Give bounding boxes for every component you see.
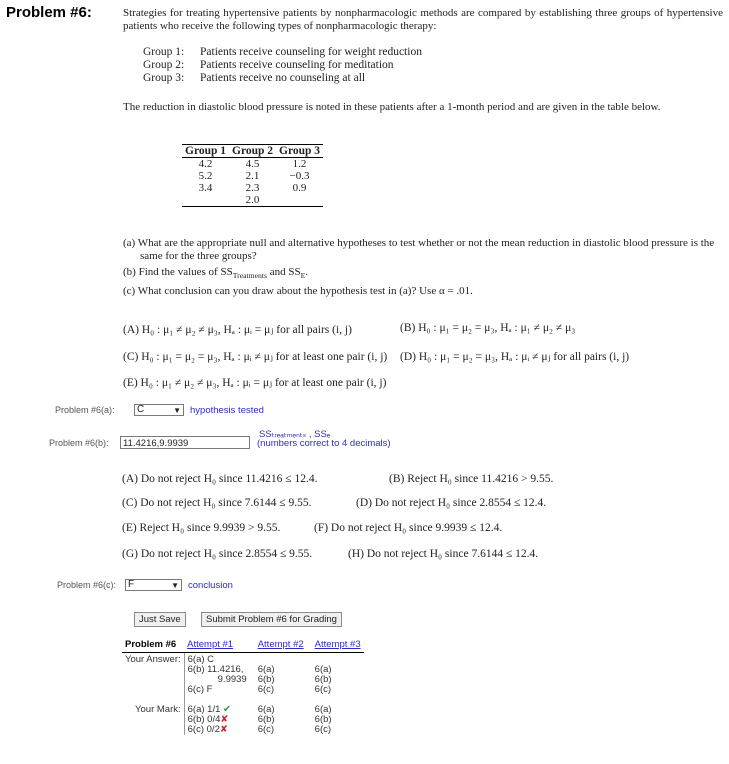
your-answer-label: Your Answer: <box>125 654 181 665</box>
conclusion-select[interactable] <box>125 579 182 591</box>
attempt-1-marks <box>184 695 250 735</box>
conclusion-option-b: (B) Reject H₀ since 11.4216 > 9.55. <box>389 473 554 485</box>
chevron-down-icon: ▼ <box>171 581 179 590</box>
mark-line: 6(a) <box>257 704 275 715</box>
attempt-3-link[interactable]: Attempt #3 <box>314 639 361 650</box>
attempt-2-link[interactable]: Attempt #2 <box>257 639 304 650</box>
problem-intro: Strategies for treating hypertensive patients by nonpharmacologic methods are compared by establishing three groups of hypertensive patients who receive the following types of nonpharmacologic therapy: <box>123 7 723 32</box>
mark-text: 6(a) 1/1 <box>187 704 221 715</box>
answer-c-label: Problem #6(c): <box>57 580 117 590</box>
conclusion-option-h: (H) Do not reject H₀ since 7.6144 ≤ 12.4. <box>348 548 539 560</box>
mark-line: 6(b) <box>314 714 332 725</box>
answer-line: 6(b) <box>314 674 332 685</box>
group-name: Group 3: <box>143 72 185 84</box>
question-b <box>123 266 725 282</box>
hypothesis-option-e: (E) H₀ : μ₁ ≠ μ₂ ≠ μ₃, Hₐ : μᵢ = μⱼ for at least one pair (i, j) <box>123 377 387 389</box>
question-a: (a) What are the appropriate null and alternative hypotheses to test whether or not the mean reduction in diastolic blood pressure is the same for the three groups? <box>123 237 715 262</box>
ss-hint-precision: (numbers correct to 4 decimals) <box>257 438 391 449</box>
ss-values-input[interactable]: 11.4216,9.9939 <box>120 436 250 449</box>
group-name: Group 2: <box>143 59 185 71</box>
answer-b-label: Problem #6(b): <box>49 438 109 448</box>
question-c: (c) What conclusion can you draw about the hypothesis test in (a)? Use α = .01. <box>123 285 473 298</box>
answer-line: 6(b) <box>257 674 275 685</box>
question-b-sub2: E <box>300 271 306 281</box>
mark-line: 6(c) <box>257 724 275 735</box>
mark-line <box>188 725 247 735</box>
hypothesis-option-b: (B) H₀ : μ₁ = μ₂ = μ₃, Hₐ : μ₁ ≠ μ₂ ≠ μ₃ <box>400 322 576 334</box>
table-cell: 4.5 <box>245 158 260 170</box>
attempt-2-answer <box>250 653 307 696</box>
question-b-sub: Treatments <box>232 271 268 281</box>
chevron-down-icon: ▼ <box>173 406 181 415</box>
conclusion-select-value: F <box>128 579 135 590</box>
column-header: Group 2 <box>229 145 276 158</box>
question-b-text: (b) Find the values of SS <box>123 266 233 278</box>
conclusion-option-f: (F) Do not reject H₀ since 9.9939 ≤ 12.4. <box>314 522 503 534</box>
attempts-table <box>122 640 364 735</box>
just-save-button[interactable]: Just Save <box>134 612 186 627</box>
conclusion-option-g: (G) Do not reject H₀ since 2.8554 ≤ 9.55. <box>122 548 313 560</box>
conclusion-link[interactable]: conclusion <box>188 580 233 591</box>
attempts-header: Problem #6 <box>122 640 184 653</box>
hypothesis-select[interactable] <box>134 404 184 416</box>
table-row <box>182 194 323 207</box>
table-cell <box>182 194 229 207</box>
problem-title: Problem #6: <box>6 4 92 21</box>
table-row <box>182 170 323 182</box>
answer-line: 6(a) <box>314 664 332 675</box>
ss-hint <box>257 430 391 448</box>
answer-line: 6(c) F <box>187 684 213 695</box>
column-header: Group 1 <box>182 145 229 158</box>
hypothesis-option-c: (C) H₀ : μ₁ = μ₂ = μ₃, Hₐ : μᵢ ≠ μⱼ for at least one pair (i, j) <box>123 351 388 363</box>
group-list <box>143 46 422 85</box>
attempt-2-marks <box>250 695 307 735</box>
your-mark-label: Your Mark: <box>135 704 181 715</box>
attempt-3-answer <box>307 653 364 696</box>
table-row <box>182 182 323 194</box>
table-cell: −0.3 <box>289 170 310 182</box>
group-desc: Patients receive no counseling at all <box>200 72 366 84</box>
mark-line: 6(b) <box>257 714 275 725</box>
attempt-3-marks <box>307 695 364 735</box>
answer-line: 6(b) 11.4216, <box>187 664 244 675</box>
answer-line: 6(c) <box>314 684 332 695</box>
conclusion-option-a: (A) Do not reject H₀ since 11.4216 ≤ 12.4. <box>122 473 318 485</box>
mark-text: 6(b) 0/4 <box>187 714 221 725</box>
x-icon: ✘ <box>220 714 229 725</box>
group-item <box>143 59 422 72</box>
hypothesis-option-d: (D) H₀ : μ₁ = μ₂ = μ₃, Hₐ : μᵢ ≠ μⱼ for all pairs (i, j) <box>400 351 630 363</box>
table-cell: 2.3 <box>245 182 260 194</box>
conclusion-option-c: (C) Do not reject H₀ since 7.6144 ≤ 9.55. <box>122 497 312 509</box>
answer-line: 9.9939 <box>217 674 247 685</box>
conclusion-option-d: (D) Do not reject H₀ since 2.8554 ≤ 12.4. <box>356 497 547 509</box>
ss-hint-symbols: SSₜᵣₑₐₜₘₑₙₜₛ , SSₑ <box>259 429 331 440</box>
table-cell: 4.2 <box>198 158 213 170</box>
reduction-text: The reduction in diastolic blood pressure is noted in these patients after a 1-month period and are given in the table below. <box>123 101 661 113</box>
group-name: Group 1: <box>143 46 185 58</box>
submit-button[interactable]: Submit Problem #6 for Grading <box>201 612 342 627</box>
question-b-post: . <box>305 266 309 278</box>
table-cell: 2.1 <box>245 170 260 182</box>
answer-line: 6(c) <box>257 684 275 695</box>
group-desc: Patients receive counseling for weight reduction <box>200 46 422 58</box>
table-cell: 3.4 <box>198 182 213 194</box>
answer-line: 6(a) C <box>187 654 215 665</box>
hypothesis-tested-link[interactable]: hypothesis tested <box>190 405 264 416</box>
question-b-mid: and SS <box>267 266 301 278</box>
table-cell: 5.2 <box>198 170 213 182</box>
attempt-1-answer <box>184 653 250 696</box>
answer-a-label: Problem #6(a): <box>55 405 115 415</box>
data-table <box>182 144 323 207</box>
group-desc: Patients receive counseling for meditation <box>200 59 394 71</box>
attempt-1-link[interactable]: Attempt #1 <box>187 639 234 650</box>
hypothesis-option-a: (A) H₀ : μ₁ ≠ μ₂ ≠ μ₃, Hₐ : μᵢ = μⱼ for all pairs (i, j) <box>123 324 352 336</box>
column-header: Group 3 <box>276 145 323 158</box>
answer-line: 6(a) <box>257 664 275 675</box>
table-cell <box>276 194 323 207</box>
table-cell: 1.2 <box>292 158 307 170</box>
mark-line: 6(a) <box>314 704 332 715</box>
table-row <box>182 158 323 171</box>
group-item <box>143 72 422 85</box>
table-cell: 2.0 <box>229 194 276 207</box>
x-icon: ✘ <box>219 724 228 735</box>
table-cell: 0.9 <box>292 182 307 194</box>
hypothesis-select-value: C <box>137 404 145 415</box>
mark-text: 6(c) 0/2 <box>187 724 220 735</box>
group-item <box>143 46 422 59</box>
question-list <box>123 237 725 301</box>
check-icon: ✔ <box>223 704 231 715</box>
mark-line: 6(c) <box>314 724 332 735</box>
conclusion-option-e: (E) Reject H₀ since 9.9939 > 9.55. <box>122 522 281 534</box>
